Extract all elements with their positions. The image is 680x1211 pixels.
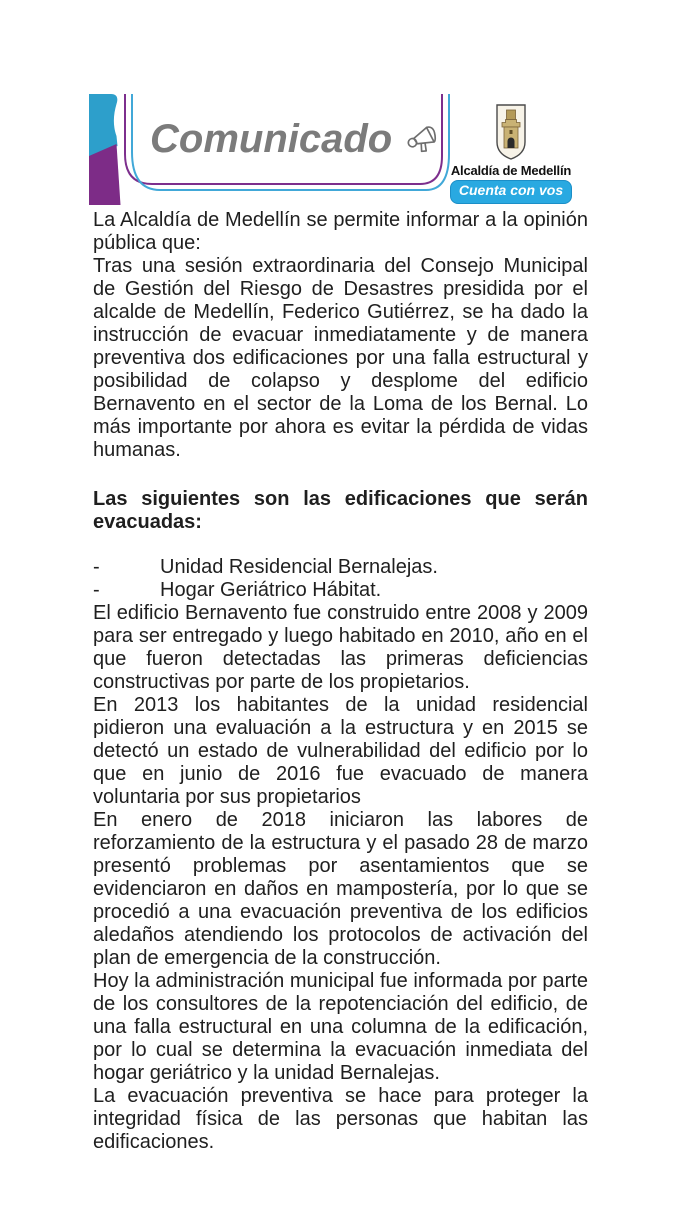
- megaphone-icon: [402, 116, 440, 162]
- logo-slogan-badge: [450, 180, 572, 204]
- detail-paragraph: En enero de 2018 iniciaron las labores de reforzamiento de la estructura y el pasado 28 de marzo presentó problemas por asentamientos que se evidenciaron en daños en mampostería, por lo que se procedió a una evacuación preventiva de los edificios aledaños atendiendo los protocolos de activación del plan de emergencia de la construcción.: [93, 809, 588, 969]
- logo-org-name: Alcaldía de Medellín: [450, 163, 572, 178]
- list-dash: -: [93, 556, 100, 578]
- building-name: Hogar Geriátrico Hábitat.: [160, 579, 382, 601]
- list-item: [93, 556, 588, 579]
- page-title: Comunicado: [150, 116, 393, 161]
- detail-paragraph: El edificio Bernavento fue construido entre 2008 y 2009 para ser entregado y luego habitado en 2010, año en el que fueron detectadas las primeras deficiencias constructivas por parte de los propietarios.: [93, 602, 588, 693]
- section-heading: Las siguientes son las edificaciones que serán evacuadas:: [93, 488, 588, 533]
- header: [150, 108, 440, 170]
- logo-slogan-text: Cuenta con vos: [458, 182, 564, 198]
- list-dash: -: [93, 579, 100, 601]
- detail-paragraph: La evacuación preventiva se hace para proteger la integridad física de las personas que habitan las edificaciones.: [93, 1085, 588, 1153]
- intro-paragraph: La Alcaldía de Medellín se permite informar a la opinión pública que:: [93, 209, 588, 254]
- list-item: [93, 579, 588, 602]
- detail-paragraph: En 2013 los habitantes de la unidad residencial pidieron una evaluación a la estructura y en 2015 se detectó un estado de vulnerabilidad del edificio por lo que en junio de 2016 fue evacuado de manera voluntaria por sus propietarios: [93, 694, 588, 808]
- document-body: [93, 209, 588, 1154]
- medellin-coat-of-arms-icon: [494, 104, 528, 160]
- detail-paragraph: Hoy la administración municipal fue informada por parte de los consultores de la repotenciación del edificio, de una falla estructural en una columna de la edificación, por lo cual se determina la evacuación inmediata del hogar geriátrico y la unidad Bernalejas.: [93, 970, 588, 1084]
- building-name: Unidad Residencial Bernalejas.: [160, 556, 438, 578]
- intro-paragraph: Tras una sesión extraordinaria del Consejo Municipal de Gestión del Riesgo de Desastres presidida por el alcalde de Medellín, Federico Gutiérrez, se ha dado la instrucción de evacuar inmediatamente y de manera preventiva dos edificaciones por una falla estructural y posibilidad de colapso y desplome del edificio Bernavento en el sector de la Loma de los Bernal. Lo más importante por ahora es evitar la pérdida de vidas humanas.: [93, 255, 588, 461]
- brand-ribbon: [88, 94, 121, 206]
- alcaldia-logo: [450, 104, 572, 204]
